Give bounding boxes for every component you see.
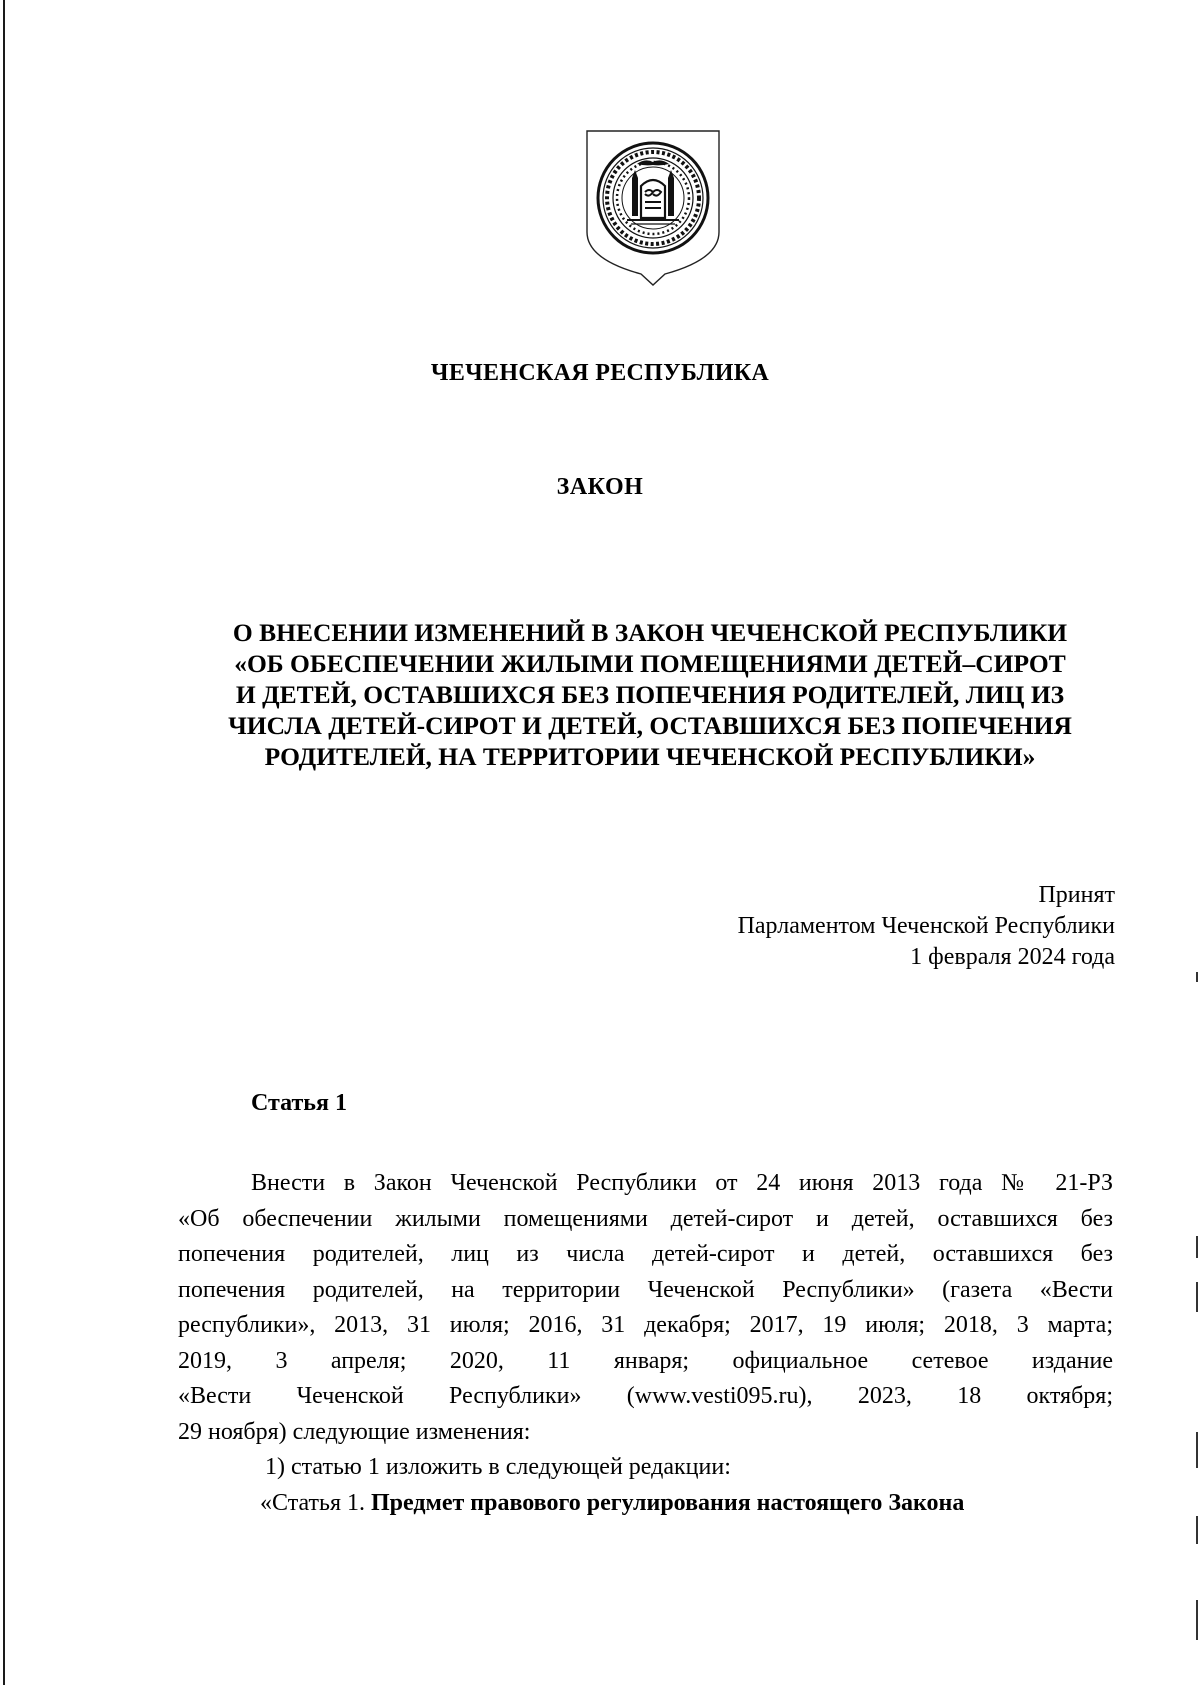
adoption-block: [738, 880, 1115, 973]
scan-edge-line: [3, 0, 5, 1685]
adoption-body: Парламентом Чеченской Республики: [737, 913, 1115, 939]
paragraph-line: Внести в Закон Чеченской Республики от 24 июня 2013 года № 21-РЗ: [251, 1170, 1113, 1196]
article-1-body: [178, 1166, 1113, 1521]
paragraph-line: 29 ноября) следующие изменения:: [178, 1418, 531, 1445]
law-title: [170, 617, 1130, 772]
scan-mark: [1196, 1282, 1198, 1312]
quoted-article-number: «Статья 1.: [260, 1489, 371, 1516]
republic-heading: ЧЕЧЕНСКАЯ РЕСПУБЛИКА: [430, 360, 770, 386]
coat-of-arms-emblem: [583, 128, 723, 286]
scan-mark: [1196, 1432, 1198, 1468]
quoted-article-title: Предмет правового регулирования настоящего Закона: [370, 1489, 965, 1516]
law-title-line: «ОБ ОБЕСПЕЧЕНИИ ЖИЛЫМИ ПОМЕЩЕНИЯМИ ДЕТЕЙ–СИРОТ: [234, 649, 1066, 678]
paragraph-line: попечения родителей, на территории Чеченской Республики» (газета «Вести: [178, 1276, 1113, 1303]
law-title-line: ЧИСЛА ДЕТЕЙ-СИРОТ И ДЕТЕЙ, ОСТАВШИХСЯ БЕЗ ПОПЕЧЕНИЯ: [228, 711, 1072, 740]
law-title-line: И ДЕТЕЙ, ОСТАВШИХСЯ БЕЗ ПОПЕЧЕНИЯ РОДИТЕЛЕЙ, ЛИЦ ИЗ: [235, 680, 1065, 709]
scan-mark: [1196, 1236, 1198, 1258]
adoption-status: Принят: [1038, 882, 1115, 908]
scan-mark: [1196, 972, 1198, 982]
law-title-line: РОДИТЕЛЕЙ, НА ТЕРРИТОРИИ ЧЕЧЕНСКОЙ РЕСПУБЛИКИ»: [264, 742, 1036, 771]
quoted-article-heading: [178, 1486, 1113, 1522]
paragraph-line: попечения родителей, лиц из числа детей-сирот и детей, оставшихся без: [178, 1241, 1113, 1267]
paragraph-line: 2019, 3 апреля; 2020, 11 января; официальное сетевое издание: [178, 1347, 1113, 1374]
paragraph-line: «Вести Чеченской Республики» (www.vesti095.ru), 2023, 18 октября;: [178, 1383, 1113, 1409]
amendment-item: 1) статью 1 изложить в следующей редакции:: [265, 1454, 731, 1480]
law-title-line: О ВНЕСЕНИИ ИЗМЕНЕНИЙ В ЗАКОН ЧЕЧЕНСКОЙ РЕСПУБЛИКИ: [232, 618, 1068, 647]
paragraph-line: республики», 2013, 31 июля; 2016, 31 декабря; 2017, 19 июля; 2018, 3 марта;: [178, 1312, 1113, 1338]
article-1-heading: Статья 1: [251, 1090, 347, 1116]
document-type-heading: ЗАКОН: [556, 474, 644, 500]
paragraph-line: «Об обеспечении жилыми помещениями детей-сирот и детей, оставшихся без: [178, 1205, 1113, 1232]
scan-mark: [1196, 1516, 1198, 1544]
scan-mark: [1196, 1600, 1198, 1640]
adoption-date: 1 февраля 2024 года: [910, 944, 1115, 970]
